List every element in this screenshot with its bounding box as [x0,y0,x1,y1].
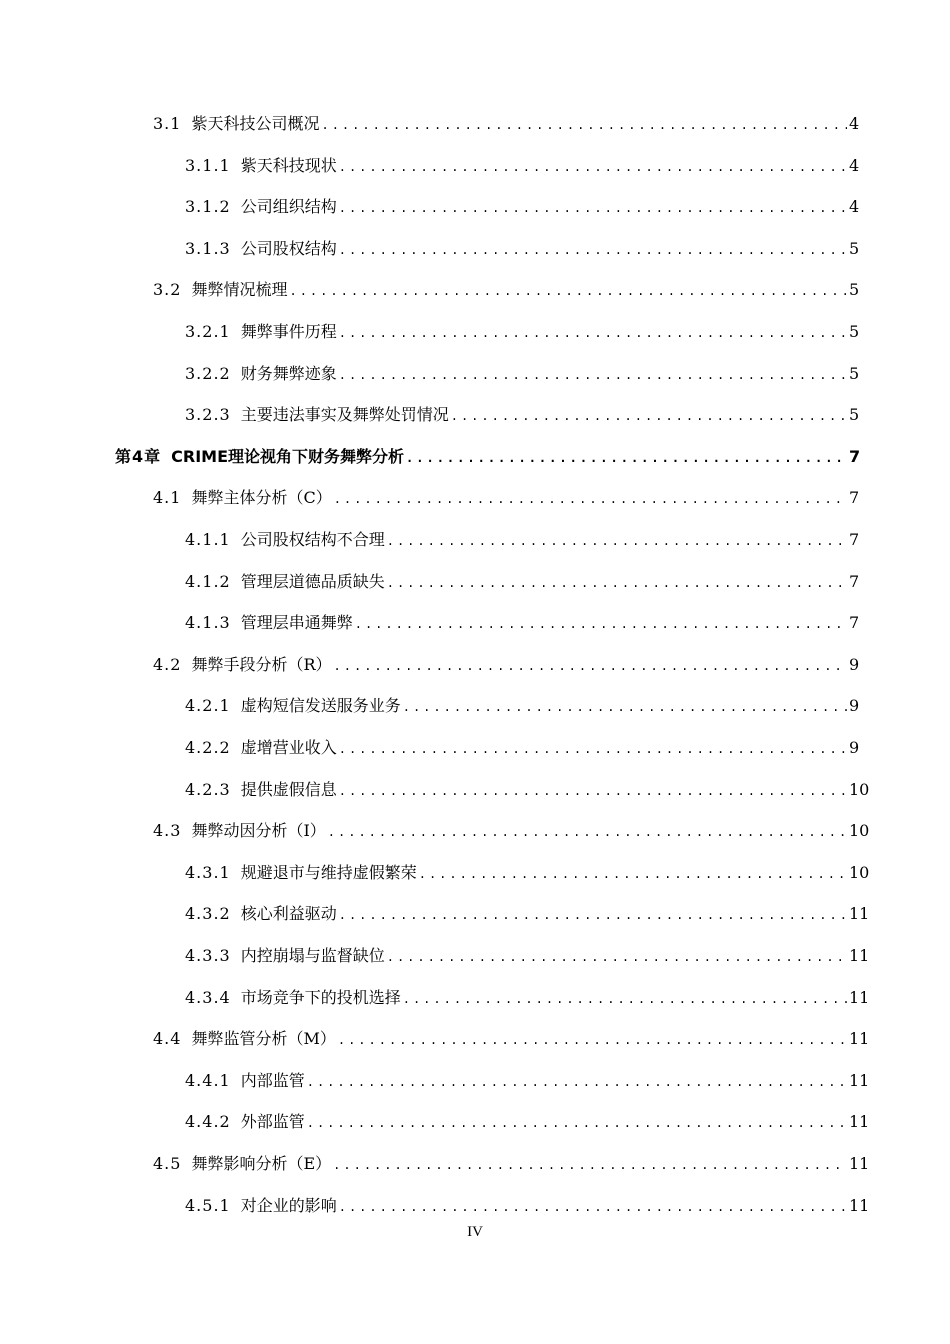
toc-dot-leader [333,1150,847,1180]
toc-entry-title: 管理层道德品质缺失 [240,571,385,591]
toc-entry[interactable] [115,442,859,472]
toc-entry-page: 11 [849,1195,870,1215]
toc-entry-page: 11 [849,904,870,924]
toc-entry[interactable] [185,234,859,264]
toc-entry-title: 舞弊手段分析（R） [191,654,332,674]
toc-entry-title: 规避退市与维持虚假繁荣 [240,862,417,882]
toc-entry-page: 7 [849,446,861,466]
toc-dot-leader [334,484,847,514]
toc-entry-number: 4.3.4 [185,987,231,1007]
toc-entry[interactable] [153,275,859,305]
toc-entry-title: 公司组织结构 [240,197,337,217]
toc-entry-title: 舞弊动因分析（I） [191,821,326,841]
toc-entry-title: 核心利益驱动 [240,904,337,924]
toc-dot-leader [334,651,847,681]
toc-entry-number: 4.2 [153,654,182,674]
toc-entry-page: 9 [849,654,860,674]
toc-entry-title: 管理层串通舞弊 [240,613,353,633]
toc-entry-number: 4.2.3 [185,779,231,799]
toc-entry-title: 舞弊监管分析（M） [191,1029,336,1049]
toc-dot-leader [387,942,847,972]
toc-entry-title: 公司股权结构 [240,238,337,258]
toc-dot-leader [387,526,847,556]
toc-entry-number: 4.4.1 [185,1070,231,1090]
toc-entry-title: 舞弊主体分析（C） [191,488,332,508]
toc-entry-title: 内部监管 [240,1070,305,1090]
toc-entry-page: 5 [849,238,860,258]
toc-entry-number: 3.1 [153,114,182,133]
toc-dot-leader [387,568,847,598]
toc-entry-page: 7 [849,530,860,549]
toc-entry-page: 5 [849,405,860,425]
toc-entry-page: 11 [849,1029,870,1049]
toc-dot-leader [406,443,847,473]
toc-entry-number: 4.1 [153,488,182,508]
toc-entry-page: 11 [849,946,870,965]
toc-entry-title: 虚构短信发送服务业务 [240,696,401,716]
toc-dot-leader [339,193,847,223]
toc-entry-page: 9 [849,696,860,716]
toc-entry[interactable] [185,1066,870,1096]
toc-entry-number: 3.2.1 [185,322,231,341]
toc-entry-number: 4.3.1 [185,862,231,882]
toc-entry-page: 5 [849,280,860,300]
toc-entry[interactable] [153,816,870,846]
toc-entry[interactable] [185,1107,870,1137]
toc-entry-number: 第4章 [115,446,162,466]
toc-dot-leader [321,110,847,140]
toc-entry-title: 舞弊事件历程 [240,322,337,341]
toc-entry-title: 财务舞弊迹象 [240,363,337,383]
toc-entry[interactable] [185,733,859,763]
toc-dot-leader [307,1108,847,1138]
toc-dot-leader [339,1192,847,1222]
toc-entry[interactable] [185,317,859,347]
toc-entry-title: 外部监管 [240,1112,305,1132]
toc-entry-page: 9 [849,738,860,757]
toc-entry-page: 7 [849,571,860,591]
toc-entry[interactable] [185,608,859,638]
toc-entry[interactable] [185,359,859,389]
toc-entry[interactable] [153,483,859,513]
toc-entry-number: 4.1.2 [185,571,231,591]
toc-entry-page: 10 [849,821,870,841]
page-number: IV [467,1224,483,1240]
toc-entry-page: 4 [849,114,860,133]
toc-entry-title: 紫天科技公司概况 [191,114,320,133]
toc-entry[interactable] [185,525,859,555]
toc-dot-leader [339,235,847,265]
toc-entry-number: 4.1.1 [185,530,231,549]
toc-dot-leader [338,1025,847,1055]
toc-dot-leader [355,609,847,639]
toc-dot-leader [328,817,847,847]
toc-entry[interactable] [153,1024,870,1054]
toc-dot-leader [403,984,847,1014]
toc-entry-title: 主要违法事实及舞弊处罚情况 [240,405,449,425]
toc-entry-title: 紫天科技现状 [240,155,337,175]
toc-entry[interactable] [153,650,859,680]
toc-dot-leader [339,776,847,806]
toc-entry-title: 虚增营业收入 [240,738,337,757]
toc-dot-leader [403,692,847,722]
toc-entry-number: 3.2.2 [185,363,231,383]
toc-entry-page: 11 [849,1112,870,1132]
toc-entry-number: 4.5.1 [185,1195,231,1215]
toc-entry-title: 市场竞争下的投机选择 [240,987,401,1007]
toc-entry[interactable] [185,899,870,929]
toc-entry[interactable] [185,567,859,597]
toc-entry-number: 4.4 [153,1029,182,1049]
toc-entry-title: 舞弊情况梳理 [191,280,288,300]
toc-entry-page: 5 [849,363,860,383]
toc-entry-title: 舞弊影响分析（E） [191,1154,332,1173]
toc-entry-number: 3.2 [153,280,182,300]
toc-entry-number: 3.2.3 [185,405,231,425]
toc-entry[interactable] [185,400,859,430]
toc-entry[interactable] [153,1149,870,1179]
toc-entry[interactable] [185,192,859,222]
toc-entry-number: 4.4.2 [185,1112,231,1132]
toc-entry-page: 10 [849,779,870,799]
toc-dot-leader [339,318,847,348]
toc-entry-title: 公司股权结构不合理 [240,530,385,549]
toc-dot-leader [339,152,847,182]
toc-entry-page: 7 [849,613,860,633]
toc-entry[interactable] [185,775,870,805]
toc-entry-number: 3.1.1 [185,155,231,175]
toc-entry[interactable] [185,983,870,1013]
toc-entry-page: 10 [849,862,870,882]
toc-entry-title: 提供虚假信息 [240,779,337,799]
toc-dot-leader [339,734,847,764]
toc-entry-page: 11 [849,987,870,1007]
toc-entry-number: 4.2.2 [185,738,231,757]
toc-entry-number: 4.2.1 [185,696,231,716]
toc-dot-leader [339,360,847,390]
toc-entry-title: 内控崩塌与监督缺位 [240,946,385,965]
toc-entry-number: 3.1.2 [185,197,231,217]
toc-entry[interactable] [185,858,870,888]
toc-entry-number: 4.1.3 [185,613,231,633]
toc-entry[interactable] [185,691,859,721]
toc-dot-leader [451,401,847,431]
toc-dot-leader [289,276,847,306]
toc-dot-leader [307,1067,847,1097]
toc-dot-leader [419,859,847,889]
toc-entry-title: CRIME理论视角下财务舞弊分析 [171,446,405,466]
toc-entry-page: 4 [849,197,860,217]
toc-entry-number: 4.3.2 [185,904,231,924]
toc-entry-page: 4 [849,155,860,175]
toc-dot-leader [339,900,847,930]
toc-entry-page: 11 [849,1070,870,1090]
toc-entry[interactable] [153,109,859,139]
toc-entry[interactable] [185,1191,870,1221]
toc-entry-number: 4.3.3 [185,946,231,965]
toc-entry-number: 4.3 [153,821,182,841]
toc-entry-title: 对企业的影响 [240,1195,337,1215]
toc-entry-number: 4.5 [153,1154,182,1173]
toc-entry-page: 7 [849,488,860,508]
toc-entry-page: 11 [849,1154,870,1173]
toc-entry[interactable] [185,941,870,971]
toc-entry[interactable] [185,151,859,181]
toc-entry-page: 5 [849,322,860,341]
toc-entry-number: 3.1.3 [185,238,231,258]
